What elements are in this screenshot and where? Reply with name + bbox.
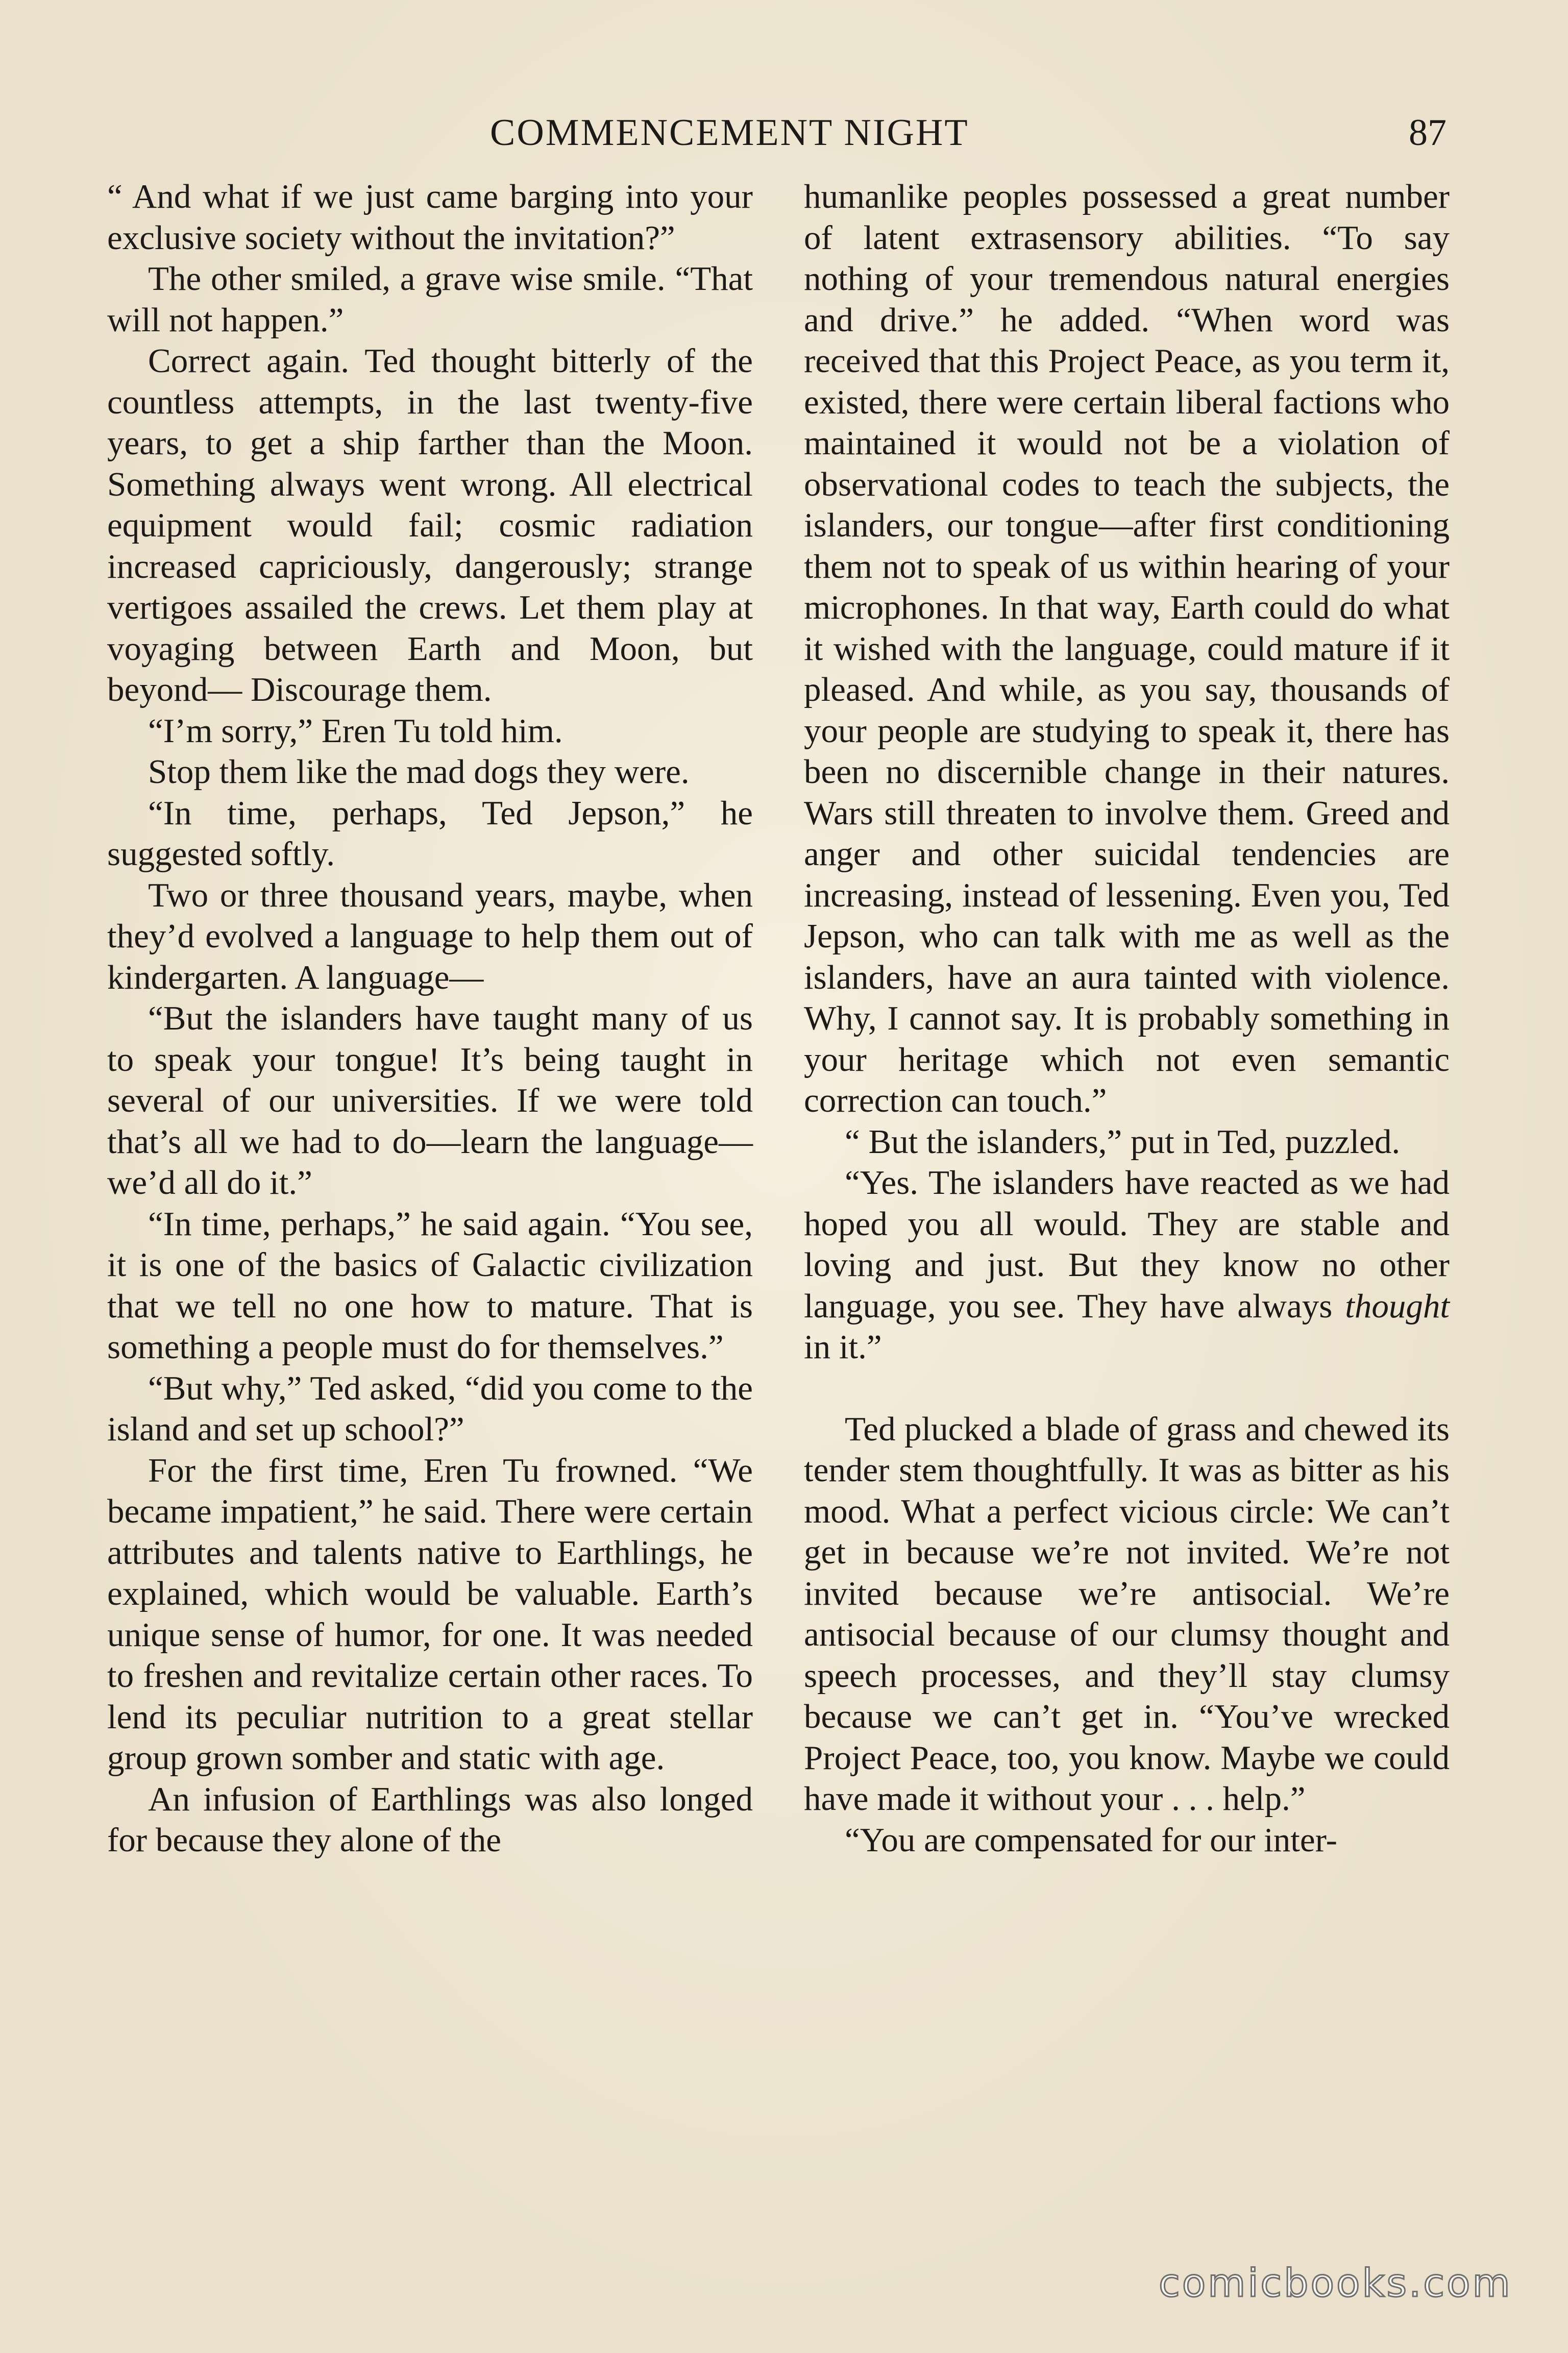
paragraph: Ted plucked a blade of grass and chewed its tender stem thoughtfully. It was as bitter as his mood. What a perfect vicious circle: We can’t get in because we’re not invited. We’re not invited because we’re antisocial. We’re antisocial because of our clumsy thought and speech processes, and they’ll stay clumsy because we can’t get in. “You’ve wrecked Project Peace, too, you know. Maybe we could have made it without your . . . help.” [804,1410,1450,1818]
paragraph: “In time, perhaps, Ted Jepson,” he suggested softly. [107,794,753,873]
paragraph [804,1162,1450,1368]
paragraph: The other smiled, a grave wise smile. “That will not happen.” [107,260,753,339]
paragraph: Two or three thousand years, maybe, when they’d evolved a language to help them out of kindergarten. A language— [107,876,753,996]
paragraph: “But why,” Ted asked, “did you come to the island and set up school?” [107,1369,753,1448]
paragraph: Correct again. Ted thought bitterly of the countless attempts, in the last twenty-five years, to get a ship farther than the Moon. Something always went wrong. All electrical equipment would fail; cosmic radiation increased capriciously, dangerously; strange vertigoes assailed the crews. Let them play at voyaging between Earth and Moon, but beyond— Discourage them. [107,342,753,708]
text-run: “Yes. The islanders have reacted as we had hoped you all would. They are stable and loving and just. But they know no other language, you see. They have always [804,1164,1450,1325]
watermark: comicbooks.com [1159,2260,1512,2306]
paragraph: “In time, perhaps,” he said again. “You see, it is one of the basics of Galactic civilization that we tell no one how to mature. That is something a people must do for themselves.” [107,1205,753,1366]
text-run: in it.” [804,1328,882,1366]
paragraph: “ But the islanders,” put in Ted, puzzled. [845,1122,1401,1161]
paragraph: For the first time, Eren Tu frowned. “We became impatient,” he said. There were certain attributes and talents native to Earthlings, he explained, which would be valuable. Earth’s unique sense of humor, for one. It was needed to freshen and revitalize certain other races. To lend its peculiar nutrition to a great stellar group grown somber and static with age. [107,1451,753,1777]
paragraph: An infusion of Earthlings was also longed for because they alone of the [107,1780,753,1859]
paragraph: “But the islanders have taught many of us to speak your tongue! It’s being taught in several of our universities. If we were told that’s all we had to do—learn the language—we’d all do it.” [107,999,753,1202]
emphasis-text: thought [1345,1287,1450,1325]
paragraph: Stop them like the mad dogs they were. [148,753,690,791]
right-column [804,176,1450,1860]
left-column [107,176,753,1861]
running-title: COMMENCEMENT NIGHT [490,112,969,154]
running-head [0,105,1568,161]
paragraph: “I’m sorry,” Eren Tu told him. [148,712,563,750]
paragraph-continuation: humanlike peoples possessed a great number of latent extrasensory abilities. “To say nothing of your tremendous natural energies and drive.” he added. “When word was received that this Project Peace, as you term it, existed, there were certain liberal factions who maintained it would not be a violation of observational codes to teach the subjects, the islanders, our tongue—after first conditioning them not to speak of us within hearing of your microphones. In that way, Earth could do what it wished with the language, could mature if it pleased. And while, as you say, thousands of your people are studying to speak it, there has been no discernible change in their natures. Wars still threaten to involve them. Greed and anger and other suicidal tendencies are increasing, instead of lessening. Even you, Ted Jepson, who can talk with me as well as the islanders, have an aura tainted with violence. Why, I cannot say. It is probably something in your heritage which not even semantic correction can touch.” [804,178,1450,1119]
paragraph: “ And what if we just came barging into your exclusive society without the invitation?” [107,178,753,257]
page-number: 87 [1409,112,1447,154]
paragraph: “You are compensated for our inter- [845,1821,1337,1859]
